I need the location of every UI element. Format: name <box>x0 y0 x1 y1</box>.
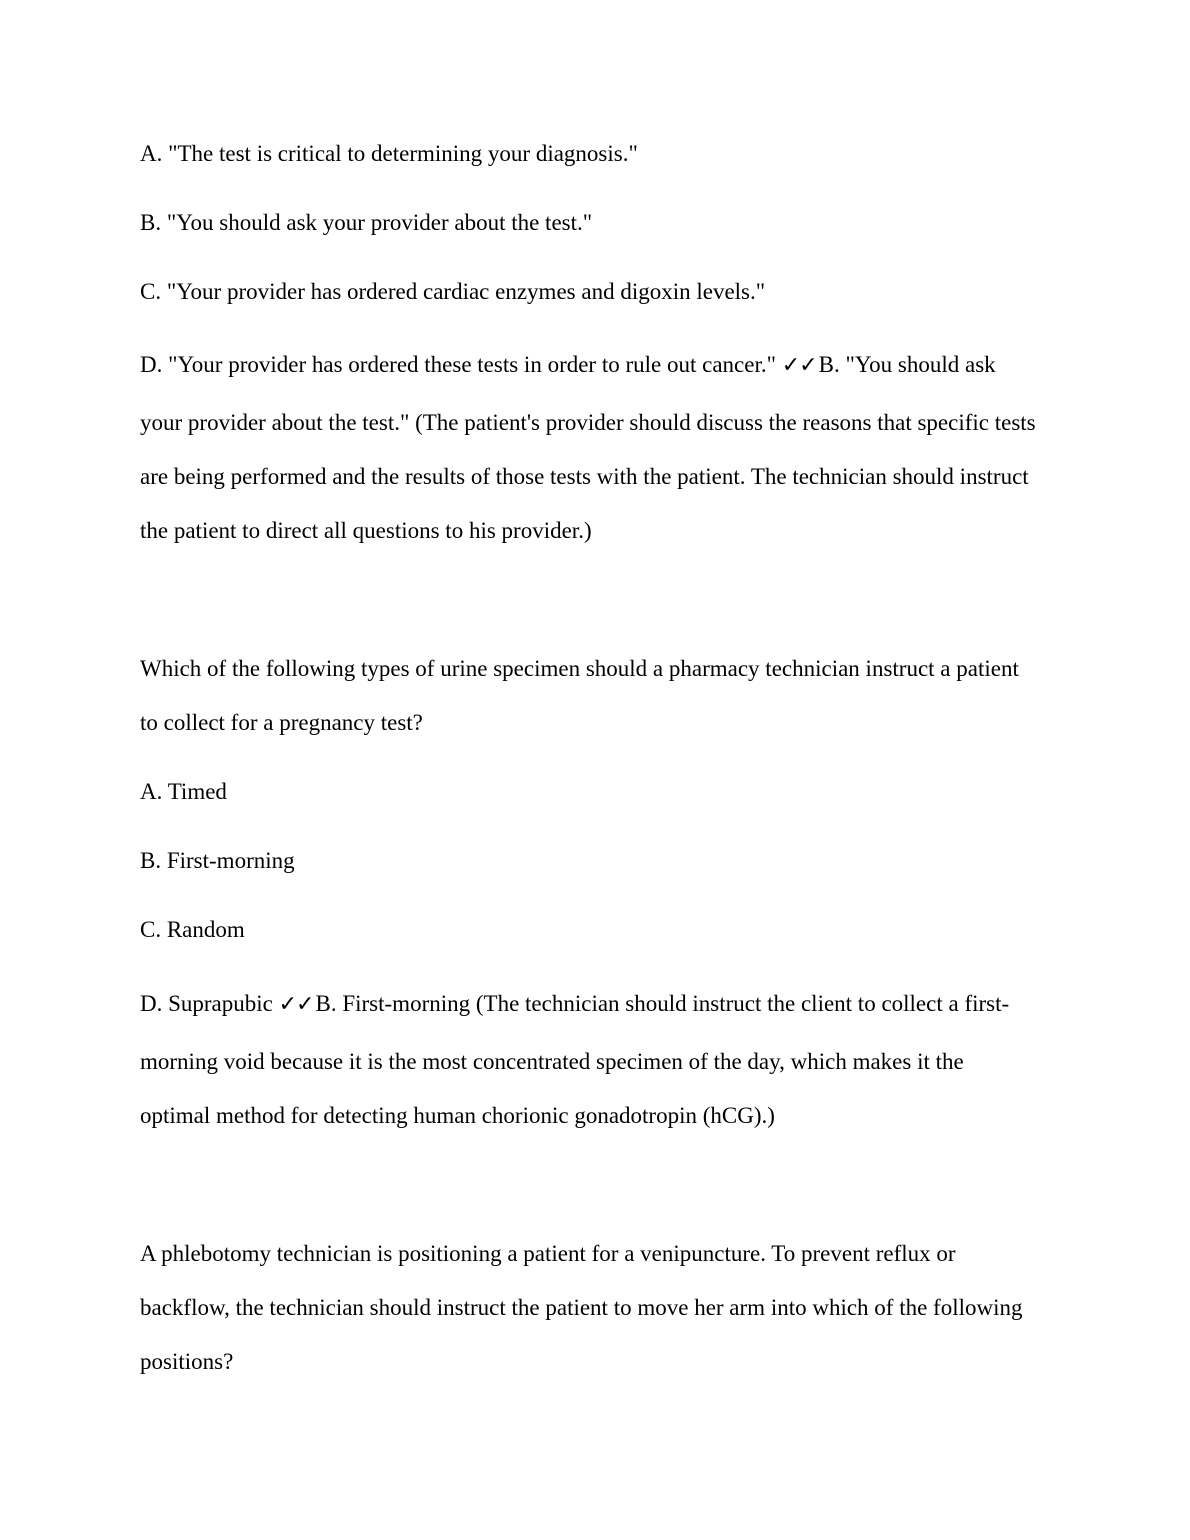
q2-option-b: B. First-morning <box>140 848 295 873</box>
q2-question-line: to collect for a pregnancy test? <box>140 710 423 735</box>
q1-answer-explanation-line: your provider about the test." (The patient's provider should discuss the reasons that specific tests <box>140 410 1036 435</box>
q2-answer-explanation-line: optimal method for detecting human chorionic gonadotropin (hCG).) <box>140 1103 775 1128</box>
checkmark-icon: ✓✓ <box>781 353 817 378</box>
q2-option-a: A. Timed <box>140 779 227 804</box>
q2-option-d: D. Suprapubic <box>140 991 279 1016</box>
q1-option-a: A. "The test is critical to determining your diagnosis." <box>140 141 638 166</box>
q1-answer-explanation-line: are being performed and the results of those tests with the patient. The technician should instruct <box>140 464 1029 489</box>
q3-question-line: backflow, the technician should instruct the patient to move her arm into which of the following <box>140 1295 1023 1320</box>
q1-answer-start: B. "You should ask <box>818 352 996 377</box>
q2-question-line: Which of the following types of urine specimen should a pharmacy technician instruct a patient <box>140 656 1019 681</box>
checkmark-icon: ✓✓ <box>278 992 314 1017</box>
q3-question-line: A phlebotomy technician is positioning a patient for a venipuncture. To prevent reflux or <box>140 1241 956 1266</box>
q1-option-b: B. "You should ask your provider about the test." <box>140 210 593 235</box>
q3-question-line: positions? <box>140 1349 234 1374</box>
q1-answer-explanation-line: the patient to direct all questions to his provider.) <box>140 518 592 543</box>
q1-option-d-with-answer <box>140 350 996 381</box>
q1-option-d: D. "Your provider has ordered these tests in order to rule out cancer." <box>140 352 782 377</box>
q2-answer-explanation-line: morning void because it is the most concentrated specimen of the day, which makes it the <box>140 1049 964 1074</box>
q2-answer-start: B. First-morning (The technician should instruct the client to collect a first- <box>315 991 1010 1016</box>
q2-option-d-with-answer <box>140 989 1009 1020</box>
q2-option-c: C. Random <box>140 917 245 942</box>
q1-option-c: C. "Your provider has ordered cardiac enzymes and digoxin levels." <box>140 279 766 304</box>
